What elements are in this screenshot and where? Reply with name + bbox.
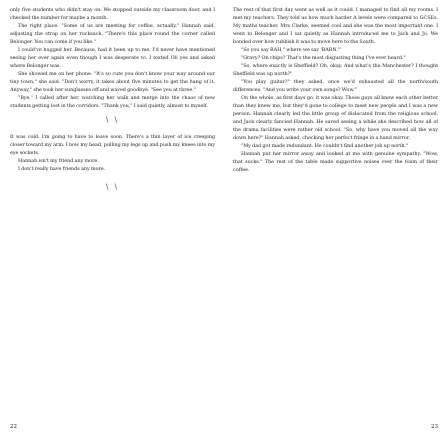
paragraph: only five students who didn't stay on. We stopped outside my classroom door, and I checked the number for maybe a month. [10,7,215,21]
paragraph: The rest of that first day went as well as it could. I managed to find all my rooms. I met my teachers. They told us how much harder A levels were compared to GCSEs. My maths teacher, Mrs Clarke, seemed cool and she was the most important one. I went to Belonger and I sat quietly as Hannah introduced me to Jack and Jo. We bonded over how rubbish it was to move here to the South. [233,7,438,45]
paragraph: "So you say BAH," where we say 'BARN.'" [241,47,342,53]
paragraph: Hannah isn't my friend any more. [18,158,99,164]
paragraph: She showed me on her phone. "It's so cute you don't know your way around our tiny town," she said. "Don't worry, it takes about five minutes to get the hang of it. Anyway," she took her sunglasses off and waved goodbye. "See you at three." [10,71,215,93]
paragraph: Hannah put her mirror away and looked at me with genuine sympathy. "Wow, that sucks." The rest of the table made supportive noises over the foam of their coffee. [233,151,438,173]
paragraph: "You play guitar?" they asked, once we'd exhausted all the north/south differences. "And you write your own songs? Wow." [233,79,438,93]
right-page [233,6,438,436]
page-number: 23 [431,424,438,430]
paragraph: "Bye," I called after her, watching her walk and merge into the chaos of new students getting lost in the corridors. "Thank you," I said quietly, almost to myself. [10,95,215,109]
section-separator: \ \ [106,116,119,124]
paragraph: I don't really have friends any more. [18,166,106,172]
paragraph: "Gravy? On chips? That's the most disgusting thing I've ever heard." [241,55,406,61]
paragraph: The right place. "Some of us are meeting for coffee, actually." Hannah said, adjusting the strap on her rucksack. "There's this place round the corner called Belonger. You can come if you like." [10,23,215,45]
paragraph: I could've hugged her. Because, had it been up to me, I'd never have mentioned seeing her ever again even though I was desperate to. I texted Oli yes and asked where Belonger was. [10,47,215,69]
book-gutter [222,0,223,448]
paragraph: On the whole, as first days go, it was okay. Those guys all knew each other better than they knew me, but they'd gone to college to meet new people and I was a new person. Hannah clearly led the little group of dislocated from the religious school, and Jack clearly fancied Hannah. He saved seeing a while she described how all of the drama facilities were rather old school. "So, why have you moved all the way down here?" Hannah asked, checking her perfect fringe in a hand mirror. [233,95,438,141]
paragraph: It was cold. I'm going to have to leave soon. There's a thin layer of ice creeping closer toward my arm. I bow my head, pulling my legs up and push my knees into my eye sockets. [10,134,215,156]
section-separator: \ \ [106,183,119,191]
left-page [10,6,215,436]
paragraph: "My dad got made redundant. He couldn't find another job up north." [241,143,409,149]
paragraph: "So, where exactly is Sheffield? Oh, okay. And what's the Manchester? I thought Sheffield was up north?" [233,63,438,77]
page-number: 22 [10,424,17,430]
